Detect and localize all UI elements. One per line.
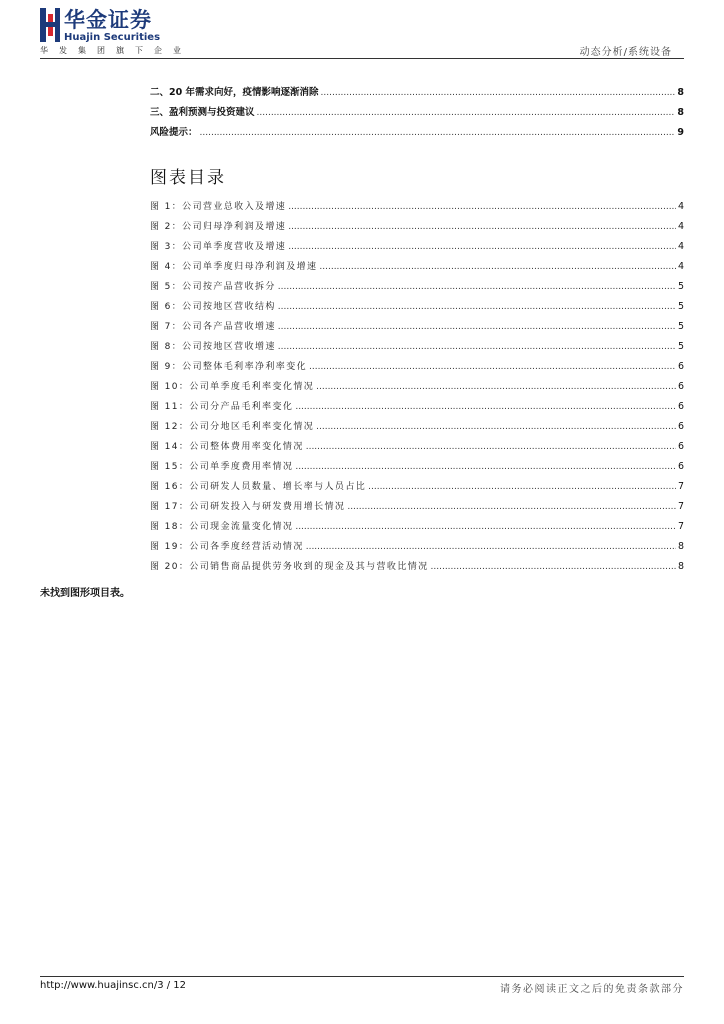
figure-entry-title: 图 1：公司营业总收入及增速 xyxy=(150,202,287,212)
figure-entry[interactable] xyxy=(150,314,684,334)
toc-entry-page: 8 xyxy=(677,87,684,98)
figure-entry[interactable] xyxy=(150,374,684,394)
toc-entry-title: 三、盈利预测与投资建议 xyxy=(150,107,255,118)
figure-entry-title: 图 8：公司按地区营收增速 xyxy=(150,342,276,352)
figure-entry-page: 5 xyxy=(677,281,684,292)
figure-entry[interactable] xyxy=(150,254,684,274)
figure-entry-page: 6 xyxy=(677,381,684,392)
figure-entry-page: 5 xyxy=(677,321,684,332)
figure-entry-page: 6 xyxy=(677,421,684,432)
dot-leader xyxy=(257,100,676,119)
dot-leader xyxy=(306,434,676,453)
footer-disclaimer: 请务必阅读正文之后的免责条款部分 xyxy=(500,984,684,995)
dot-leader xyxy=(288,194,676,213)
dot-leader xyxy=(295,514,676,533)
toc-entry-page: 8 xyxy=(677,107,684,118)
figure-entry-title: 图 7：公司各产品营收增速 xyxy=(150,322,276,332)
figure-entry-title: 图 12：公司分地区毛利率变化情况 xyxy=(150,422,315,432)
figure-entry-page: 8 xyxy=(677,541,684,552)
toc-entry[interactable] xyxy=(150,100,684,120)
figure-entry[interactable] xyxy=(150,334,684,354)
dot-leader xyxy=(288,214,676,233)
figure-entry-title: 图 14：公司整体费用率变化情况 xyxy=(150,442,304,452)
figure-entry[interactable] xyxy=(150,474,684,494)
figure-entry-title: 图 20：公司销售商品提供劳务收到的现金及其与营收比情况 xyxy=(150,562,429,572)
toc-entry-page: 9 xyxy=(677,127,684,138)
brand-name-cn: 华金证券 xyxy=(64,8,152,32)
toc-sections xyxy=(150,80,684,140)
figure-entry-title: 图 18：公司现金流量变化情况 xyxy=(150,522,294,532)
figure-entry-title: 图 17：公司研发投入与研发费用增长情况 xyxy=(150,502,346,512)
company-logo xyxy=(40,8,60,46)
figure-entry[interactable] xyxy=(150,434,684,454)
toc-entry-title: 风险提示： xyxy=(150,127,198,138)
figure-entry-title: 图 4：公司单季度归母净利润及增速 xyxy=(150,262,318,272)
figure-entry-title: 图 16：公司研发人员数量、增长率与人员占比 xyxy=(150,482,367,492)
dot-leader xyxy=(316,374,676,393)
brand-name-en: Huajin Securities xyxy=(64,32,161,43)
figure-entry-page: 7 xyxy=(677,521,684,532)
figure-entry-page: 7 xyxy=(677,481,684,492)
figure-entry-page: 4 xyxy=(677,241,684,252)
figure-entry[interactable] xyxy=(150,274,684,294)
figure-entry[interactable] xyxy=(150,214,684,234)
report-type: 动态分析/系统设备 xyxy=(579,47,672,58)
dot-leader xyxy=(306,534,676,553)
figure-entry-title: 图 15：公司单季度费用率情况 xyxy=(150,462,294,472)
figure-list-title: 图表目录 xyxy=(150,168,226,188)
toc-entry-title: 二、20 年需求向好，疫情影响逐渐消除 xyxy=(150,87,319,98)
figure-entry-page: 6 xyxy=(677,361,684,372)
dot-leader xyxy=(368,474,676,493)
figure-entry[interactable] xyxy=(150,394,684,414)
brand-text xyxy=(64,8,160,43)
figure-entry-page: 4 xyxy=(677,261,684,272)
figure-entry[interactable] xyxy=(150,234,684,254)
figure-entry-page: 5 xyxy=(677,301,684,312)
figure-entry-page: 8 xyxy=(677,561,684,572)
figure-entry-title: 图 19：公司各季度经营活动情况 xyxy=(150,542,304,552)
figure-entry[interactable] xyxy=(150,494,684,514)
group-slogan: 华发集团旗下企业 xyxy=(40,46,192,55)
dot-leader xyxy=(200,120,676,139)
dot-leader xyxy=(316,414,676,433)
figure-entry-page: 4 xyxy=(677,201,684,212)
figure-entry-page: 7 xyxy=(677,501,684,512)
figure-entry[interactable] xyxy=(150,194,684,214)
dot-leader xyxy=(278,274,676,293)
figure-entry-page: 6 xyxy=(677,461,684,472)
toc-entry[interactable] xyxy=(150,80,684,100)
figure-entry-title: 图 5：公司按产品营收拆分 xyxy=(150,282,276,292)
figure-entry-title: 图 3：公司单季度营收及增速 xyxy=(150,242,287,252)
footer-url-page[interactable]: http://www.huajinsc.cn/3 / 12 xyxy=(40,980,187,991)
header-divider xyxy=(40,58,684,59)
figure-entry-title: 图 11：公司分产品毛利率变化 xyxy=(150,402,294,412)
dot-leader xyxy=(278,334,676,353)
figure-entry[interactable] xyxy=(150,454,684,474)
figure-entry[interactable] xyxy=(150,554,684,574)
figure-entry[interactable] xyxy=(150,534,684,554)
no-figure-notice: 未找到图形项目表。 xyxy=(40,588,130,599)
figure-entry-page: 6 xyxy=(677,441,684,452)
toc-entry[interactable] xyxy=(150,120,684,140)
figure-entry-page: 4 xyxy=(677,221,684,232)
figure-list xyxy=(150,194,684,574)
figure-entry[interactable] xyxy=(150,294,684,314)
dot-leader xyxy=(347,494,676,513)
footer-divider xyxy=(40,976,684,977)
huajin-logo-icon xyxy=(40,8,60,42)
dot-leader xyxy=(295,454,676,473)
dot-leader xyxy=(321,80,676,99)
figure-entry-title: 图 10：公司单季度毛利率变化情况 xyxy=(150,382,315,392)
dot-leader xyxy=(278,294,676,313)
figure-entry-title: 图 6：公司按地区营收结构 xyxy=(150,302,276,312)
dot-leader xyxy=(278,314,676,333)
figure-entry-page: 5 xyxy=(677,341,684,352)
figure-entry-page: 6 xyxy=(677,401,684,412)
figure-entry[interactable] xyxy=(150,514,684,534)
dot-leader xyxy=(319,254,676,273)
figure-entry[interactable] xyxy=(150,354,684,374)
dot-leader xyxy=(309,354,676,373)
dot-leader xyxy=(431,554,676,573)
dot-leader xyxy=(295,394,676,413)
figure-entry-title: 图 2：公司归母净利润及增速 xyxy=(150,222,287,232)
figure-entry-title: 图 9：公司整体毛利率净利率变化 xyxy=(150,362,307,372)
figure-entry[interactable] xyxy=(150,414,684,434)
dot-leader xyxy=(288,234,676,253)
